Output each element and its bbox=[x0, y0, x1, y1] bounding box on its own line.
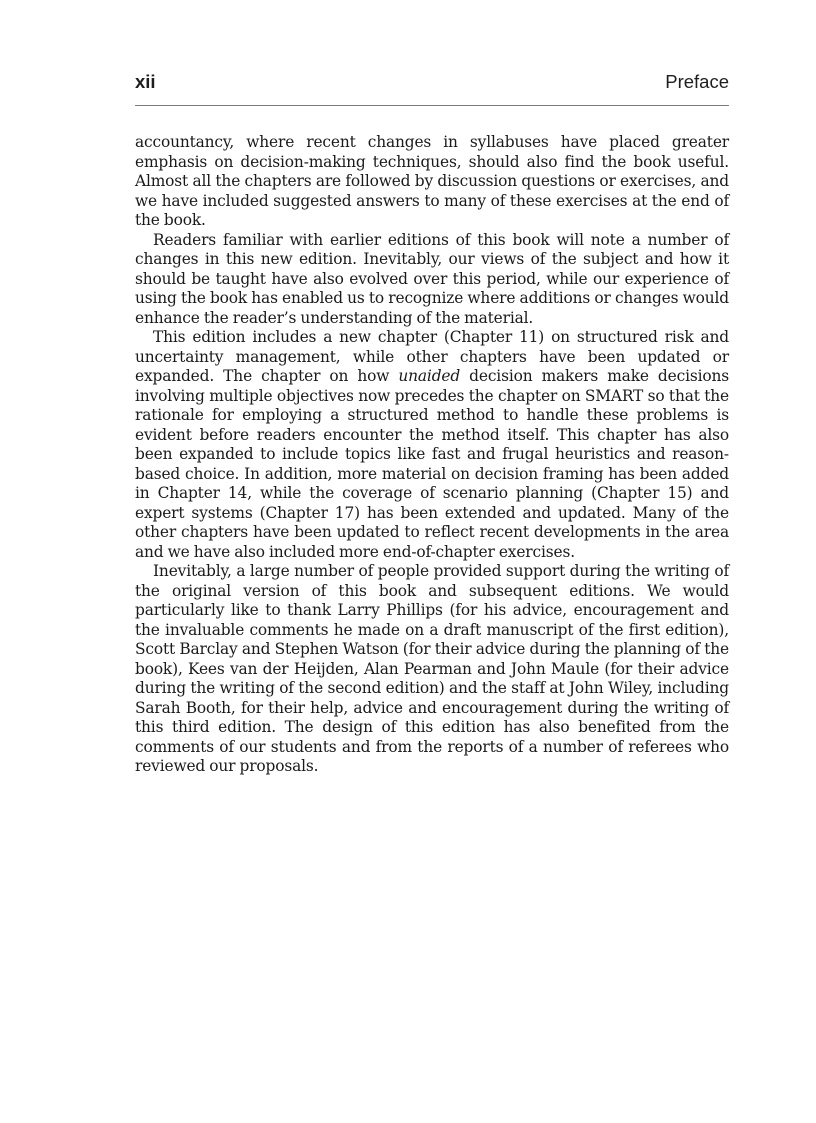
header-rule bbox=[135, 105, 729, 106]
paragraph-1: accountancy, where recent changes in syllabuses have placed greater emphasis on decision-making techniques, should also find the book useful. Almost all the chapters are followed by discussion questions or exercises, and we have included suggested answers to many of these exercises at the end of the book. bbox=[135, 133, 729, 229]
paragraph-4: Inevitably, a large number of people provided support during the writing of the original version of this book and subsequent editions. We would particularly like to thank Larry Phillips (for his advice, encouragement and the invaluable comments he made on a draft manuscript of the first edition), Scott Barclay and Stephen Watson (for their advice during the planning of the book), Kees van der Heijden, Alan Pearman and John Maule (for their advice during the writing of the second edition) and the staff at John Wiley, including Sarah Booth, for their help, advice and encouragement during the writing of this third edition. The design of this edition has also benefited from the comments of our students and from the reports of a number of referees who reviewed our proposals. bbox=[135, 562, 729, 775]
section-title: Preface bbox=[665, 71, 729, 92]
emphasized-word: unaided bbox=[398, 367, 461, 385]
body-text bbox=[135, 133, 729, 777]
running-head bbox=[135, 70, 729, 94]
page-number: xii bbox=[135, 71, 156, 92]
paragraph-2: Readers familiar with earlier editions of this book will note a number of changes in this new edition. Inevitably, our views of the subject and how it should be taught have also evolved over this period, while our experience of using the book has enabled us to recognize where additions or changes would enhance the reader’s understanding of the material. bbox=[135, 230, 729, 327]
paragraph-3-part-1: This edition includes a new chapter (Chapter 11) on structured risk and uncertainty management, while other chapters have been updated or expanded. The chapter on how bbox=[135, 328, 729, 385]
paragraph-3-part-2: decision makers make decisions involving multiple objectives now precedes the chapter on SMART so that the rationale for employing a structured method to handle these problems is evident before readers encounter the method itself. This chapter has also been expanded to include topics like fast and frugal heuristics and reason-based choice. In addition, more material on decision framing has been added in Chapter 14, while the coverage of scenario planning (Chapter 15) and expert systems (Chapter 17) has been extended and updated. Many of the other chapters have been updated to reflect recent developments in the area and we have also included more end-of-chapter exercises. bbox=[135, 367, 729, 561]
paragraph-3 bbox=[135, 328, 729, 562]
